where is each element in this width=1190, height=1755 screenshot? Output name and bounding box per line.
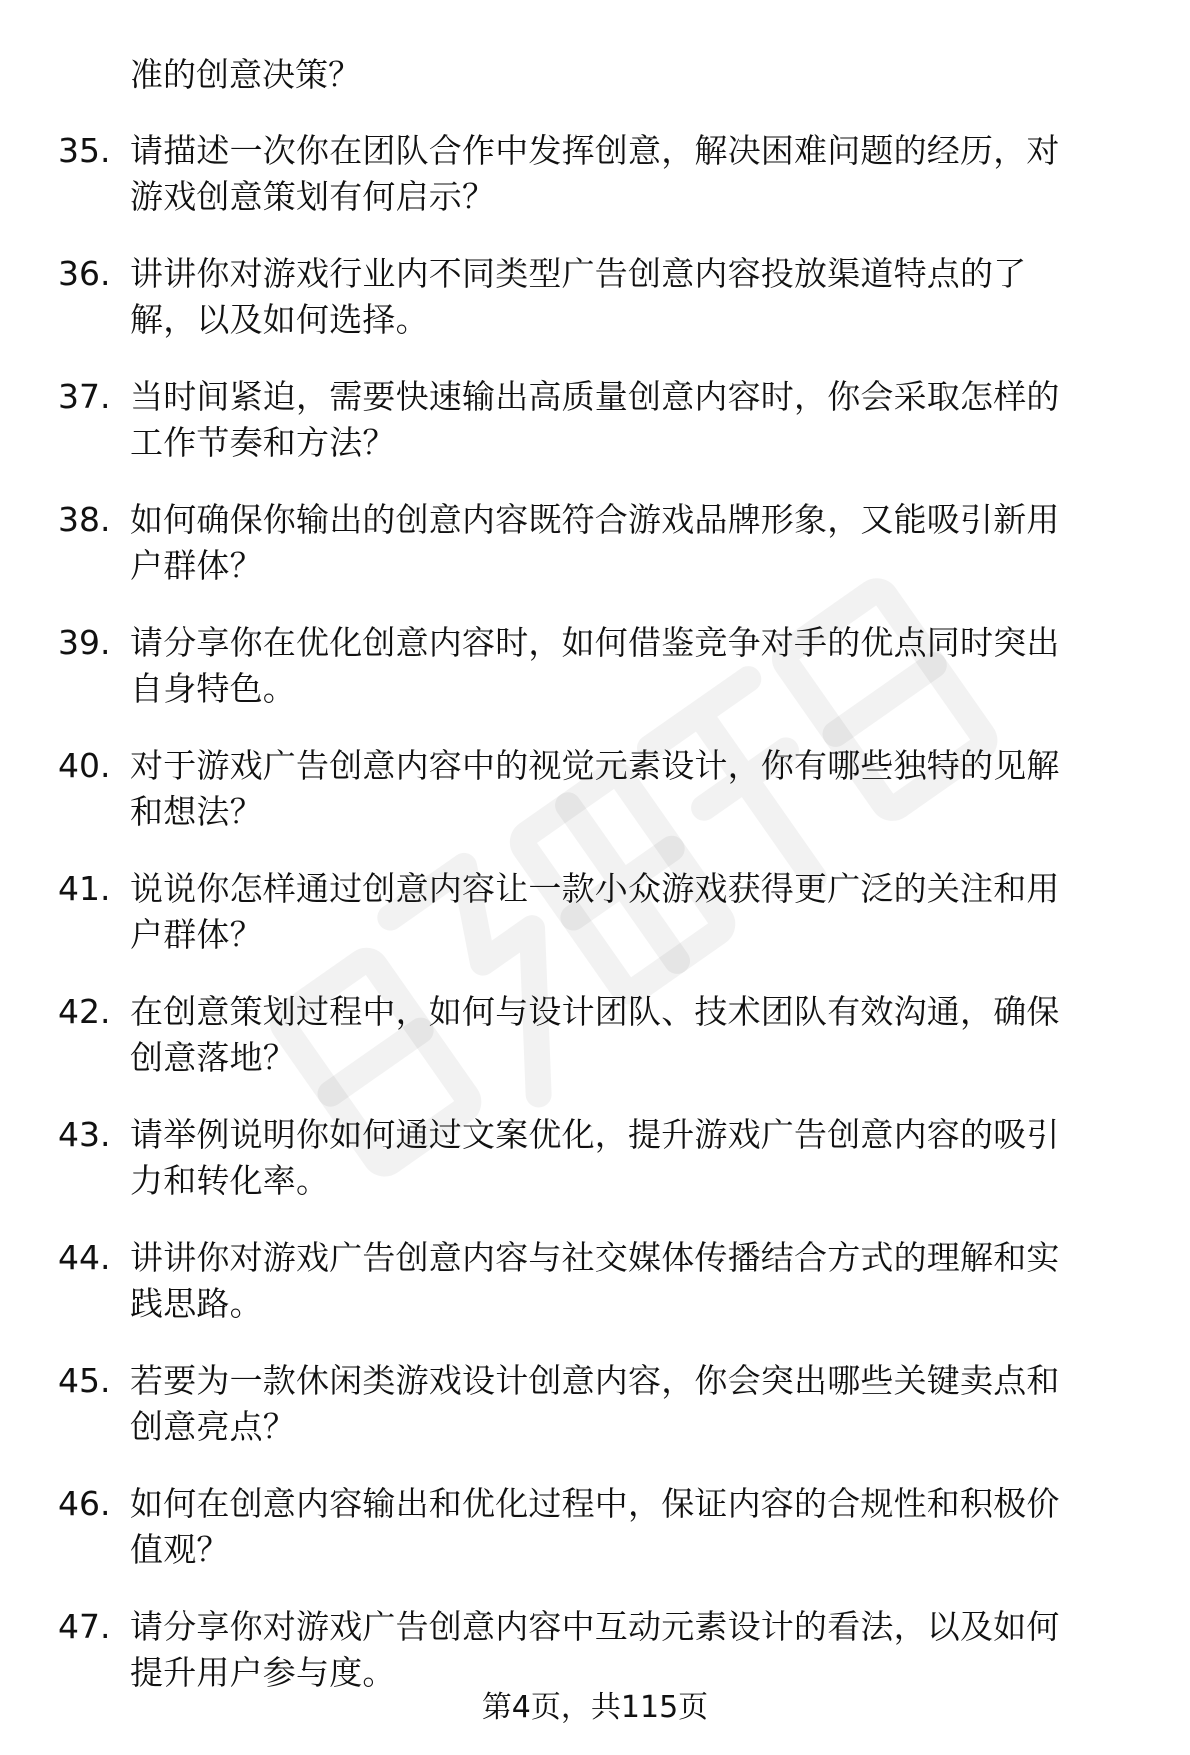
question-item — [58, 1481, 1143, 1604]
question-text-line: 和想法？ — [130, 792, 263, 831]
question-item — [58, 1235, 1143, 1358]
question-text-line: 请描述一次你在团队合作中发挥创意，解决困难问题的经历，对 — [130, 131, 1060, 170]
question-text — [130, 1604, 1142, 1696]
question-text — [130, 1235, 1142, 1327]
question-item — [58, 251, 1143, 374]
question-text — [130, 374, 1142, 466]
question-number: 46. — [58, 1484, 111, 1523]
question-text-line: 创意落地？ — [130, 1038, 296, 1077]
question-text-line: 讲讲你对游戏行业内不同类型广告创意内容投放渠道特点的了 — [130, 254, 1027, 293]
question-number: 43. — [58, 1115, 111, 1154]
question-text-line: 说说你怎样通过创意内容让一款小众游戏获得更广泛的关注和用 — [130, 869, 1060, 908]
question-text-line: 值观？ — [130, 1530, 230, 1569]
question-number: 41. — [58, 869, 111, 908]
page-footer: 第4页，共115页 — [481, 1690, 709, 1725]
question-item — [58, 620, 1143, 743]
question-text — [130, 128, 1142, 220]
continued-question-line: 准的创意决策？ — [130, 55, 361, 94]
question-text-line: 对于游戏广告创意内容中的视觉元素设计，你有哪些独特的见解 — [130, 746, 1060, 785]
question-text — [130, 1112, 1142, 1204]
question-number: 38. — [58, 500, 111, 539]
question-text-line: 当时间紧迫，需要快速输出高质量创意内容时，你会采取怎样的 — [130, 377, 1060, 416]
question-number: 44. — [58, 1238, 111, 1277]
question-number: 47. — [58, 1607, 111, 1646]
question-text-line: 如何在创意内容输出和优化过程中，保证内容的合规性和积极价 — [130, 1484, 1060, 1523]
question-text — [130, 743, 1142, 835]
question-number: 35. — [58, 131, 111, 170]
question-text-line: 讲讲你对游戏广告创意内容与社交媒体传播结合方式的理解和实 — [130, 1238, 1060, 1277]
question-text — [130, 989, 1142, 1081]
question-item — [58, 128, 1143, 251]
question-number: 36. — [58, 254, 111, 293]
question-item — [58, 1112, 1143, 1235]
question-item — [58, 989, 1143, 1112]
question-text — [130, 1481, 1142, 1573]
question-text-line: 工作节奏和方法？ — [130, 423, 396, 462]
question-text-line: 创意亮点？ — [130, 1407, 296, 1446]
question-number: 37. — [58, 377, 111, 416]
question-text-line: 若要为一款休闲类游戏设计创意内容，你会突出哪些关键卖点和 — [130, 1361, 1060, 1400]
question-text — [130, 866, 1142, 958]
question-item — [58, 866, 1143, 989]
question-number: 39. — [58, 623, 111, 662]
question-number: 42. — [58, 992, 111, 1031]
question-item — [58, 497, 1143, 620]
question-number: 40. — [58, 746, 111, 785]
question-item — [58, 374, 1143, 497]
question-text — [130, 497, 1142, 589]
question-text-line: 游戏创意策划有何启示？ — [130, 177, 496, 216]
question-text-line: 请分享你在优化创意内容时，如何借鉴竞争对手的优点同时突出 — [130, 623, 1060, 662]
question-text-line: 请分享你对游戏广告创意内容中互动元素设计的看法，以及如何 — [130, 1607, 1060, 1646]
question-text — [130, 251, 1142, 343]
question-text-line: 自身特色。 — [130, 669, 296, 708]
question-text-line: 提升用户参与度。 — [130, 1653, 396, 1692]
question-text-line: 户群体？ — [130, 546, 263, 585]
question-item — [58, 1358, 1143, 1481]
question-number: 45. — [58, 1361, 111, 1400]
question-text — [130, 1358, 1142, 1450]
question-text-line: 力和转化率。 — [130, 1161, 330, 1200]
question-text — [130, 620, 1142, 712]
question-text-line: 户群体？ — [130, 915, 263, 954]
question-text-line: 在创意策划过程中，如何与设计团队、技术团队有效沟通，确保 — [130, 992, 1060, 1031]
question-text-line: 解，以及如何选择。 — [130, 300, 429, 339]
question-text-line: 践思路。 — [130, 1284, 263, 1323]
question-list — [58, 128, 1143, 1727]
question-item — [58, 743, 1143, 866]
question-text-line: 请举例说明你如何通过文案优化，提升游戏广告创意内容的吸引 — [130, 1115, 1060, 1154]
question-text-line: 如何确保你输出的创意内容既符合游戏品牌形象，又能吸引新用 — [130, 500, 1060, 539]
